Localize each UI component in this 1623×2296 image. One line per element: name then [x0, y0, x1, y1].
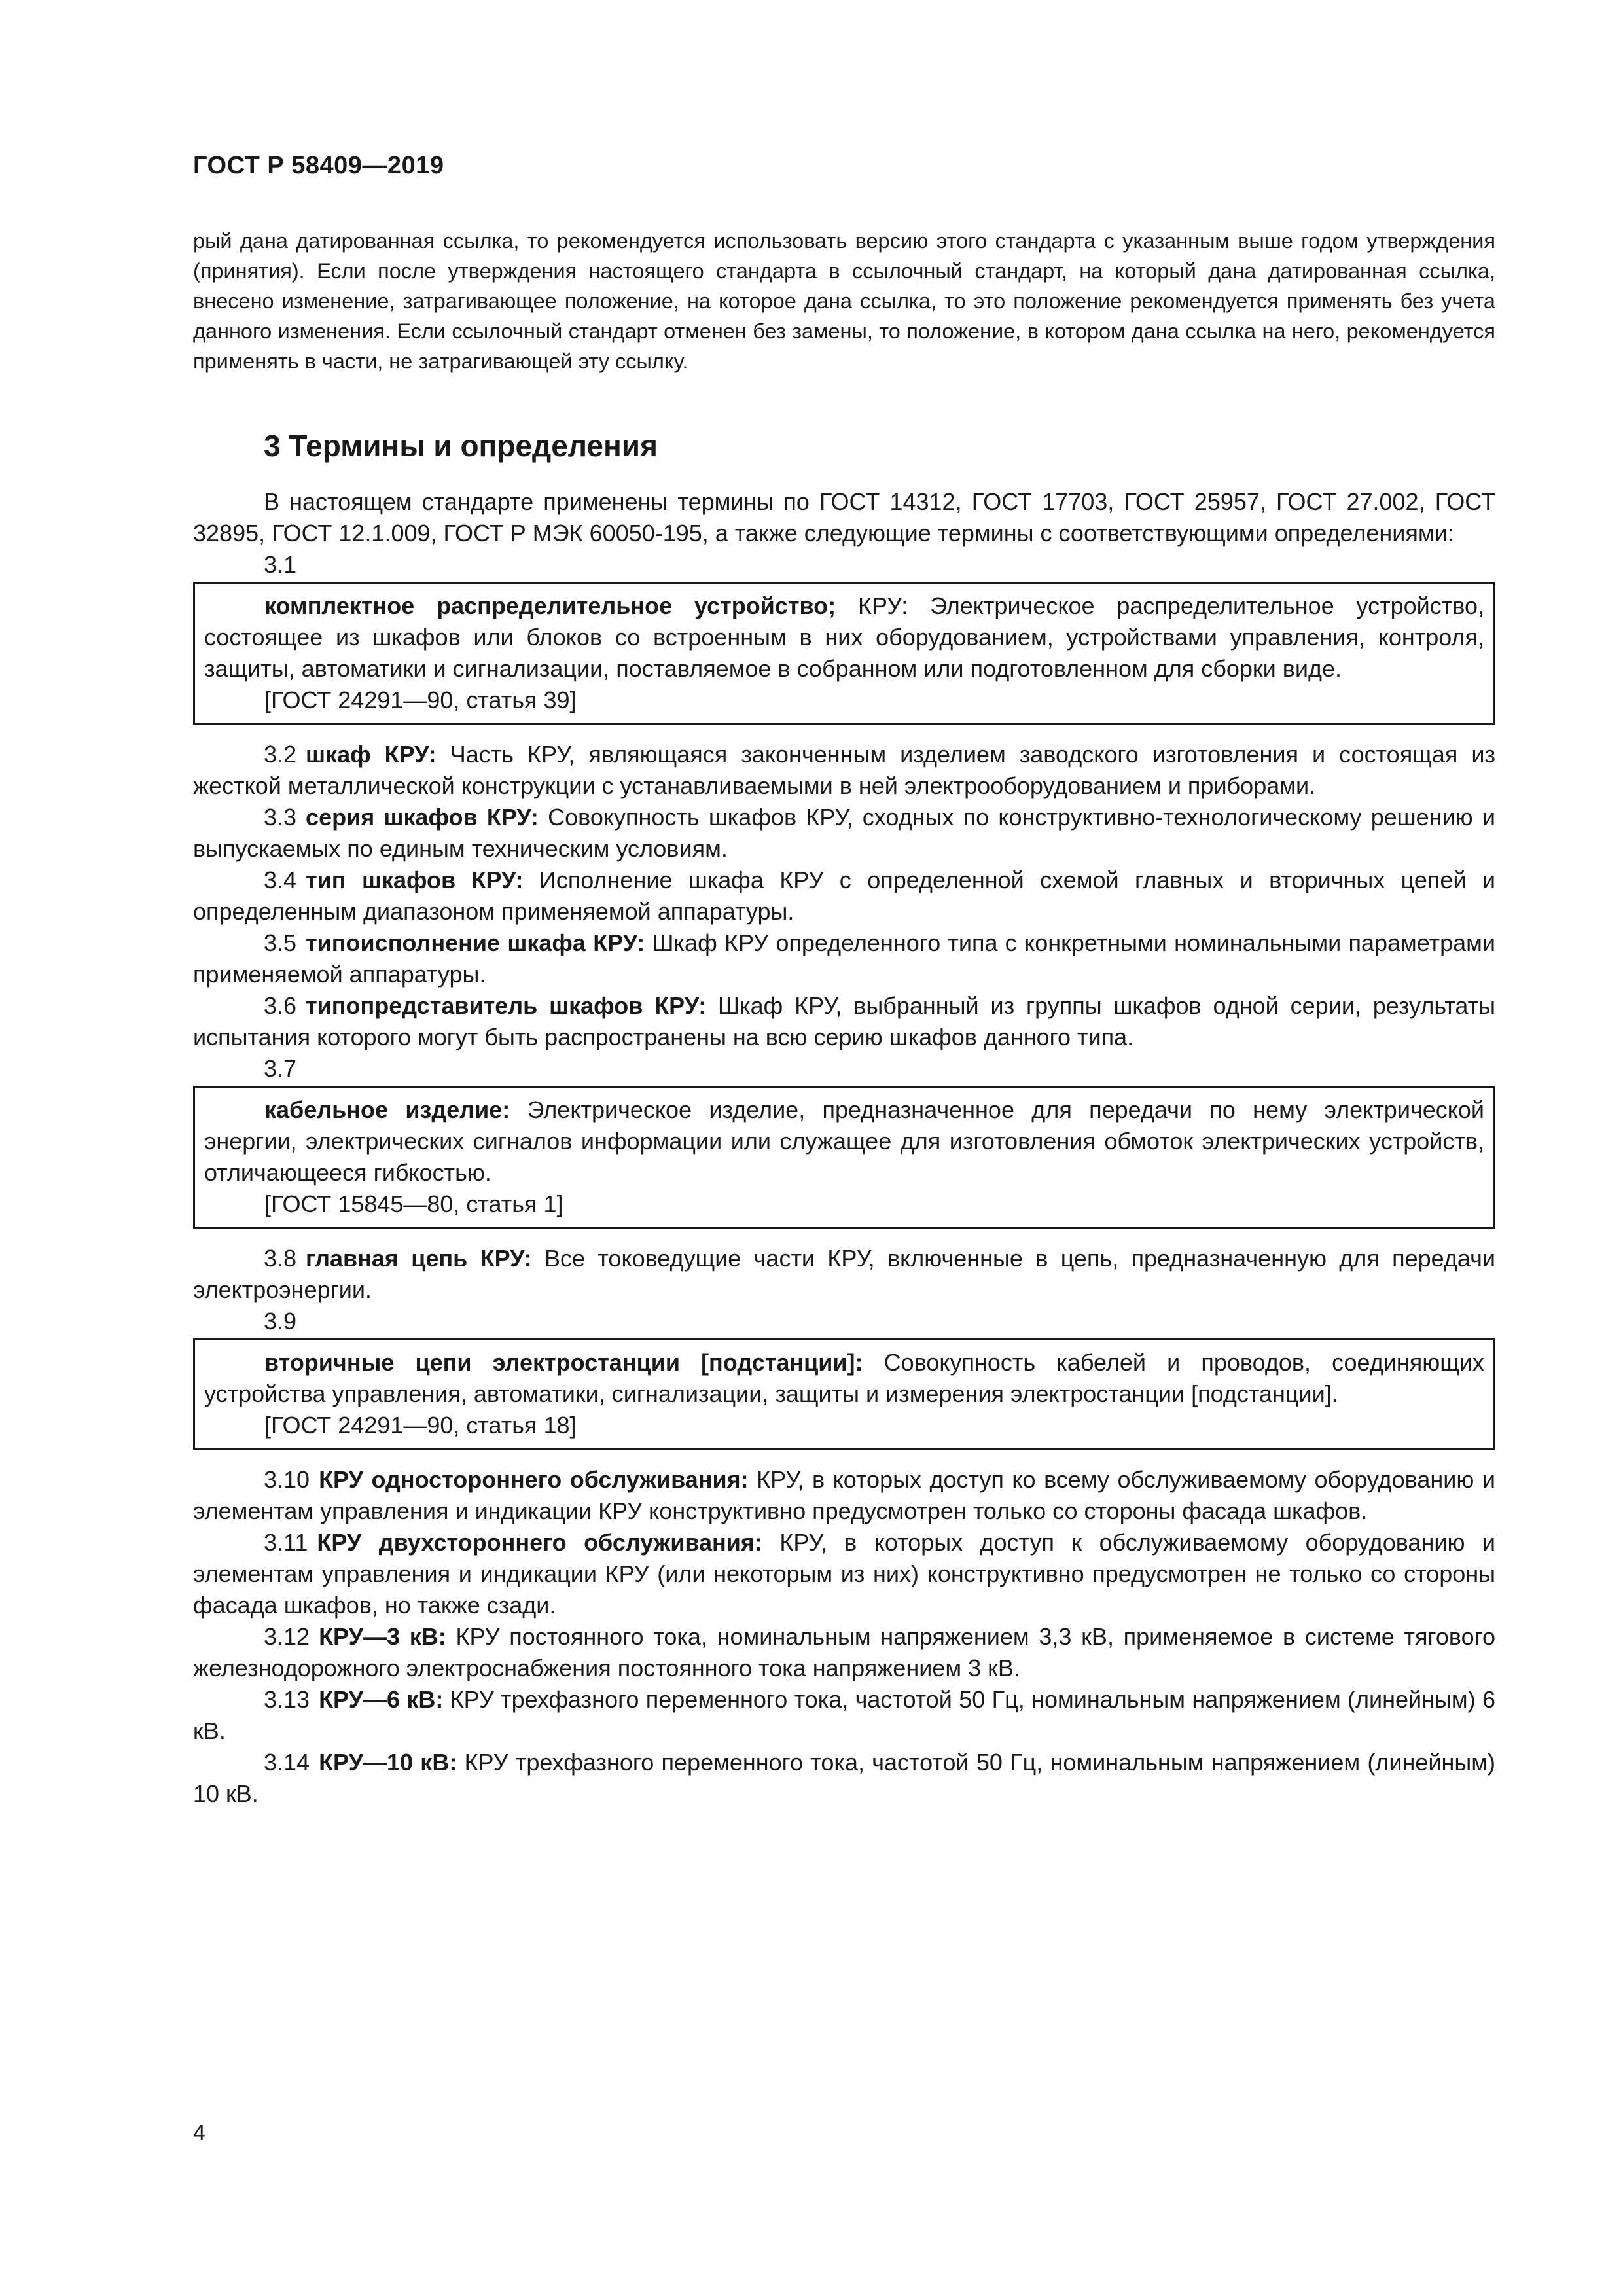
term-text: Часть КРУ, являющаяся законченным изделием заводского изготовления и состоящая из жесткой металлической конструкции с устанавливаемыми в ней электрооборудованием и приборами. — [193, 741, 1496, 799]
term-text: КРУ трехфазного переменного тока, частотой 50 Гц, номинальным напряжением (линейным) 10 кВ. — [193, 1749, 1495, 1807]
term-text: КРУ: Электрическое распределительное устройство, состоящее из шкафов или блоков со встроенным в них оборудованием, устройствами управления, контроля, защиты, автоматики и сигнализации, поставляемое в собранном или подготовленном для сборки виде. — [204, 592, 1484, 682]
term-number: 3.14 — [264, 1749, 310, 1776]
term-name: типоисполнение шкафа КРУ: — [306, 929, 645, 956]
term-text: КРУ постоянного тока, номинальным напряжением 3,3 кВ, применяемое в системе тягового железнодорожного электроснабжения постоянного тока напряжением 3 кВ. — [193, 1623, 1495, 1681]
term-definition-3-1 — [204, 590, 1484, 685]
page-content — [193, 226, 1495, 1810]
term-text: Совокупность шкафов КРУ, сходных по конструктивно-технологическому решению и выпускаемых по единым техническим условиям. — [193, 804, 1495, 862]
term-number: 3.4 — [264, 867, 297, 893]
term-name: КРУ двухстороннего обслуживания: — [317, 1529, 762, 1556]
term-text: КРУ, в которых доступ ко всему обслуживаемому оборудованию и элементам управления и индикации КРУ конструктивно предусмотрен только со стороны фасада шкафов. — [193, 1466, 1495, 1524]
term-definition-3-9 — [204, 1347, 1484, 1410]
term-number-3-1: 3.1 — [264, 551, 297, 578]
section-lead: В настоящем стандарте применены термины по ГОСТ 14312, ГОСТ 17703, ГОСТ 25957, ГОСТ 27.002, ГОСТ 32895, ГОСТ 12.1.009, ГОСТ Р МЭК 60050-195, а также следующие термины с соответствующими определениями: — [193, 488, 1495, 547]
term-name: серия шкафов КРУ: — [306, 804, 539, 831]
term-name: шкаф КРУ: — [306, 741, 437, 768]
term-source-3-7: [ГОСТ 15845—80, статья 1] — [264, 1191, 563, 1217]
term-definition-3-7 — [204, 1094, 1484, 1189]
page-number: 4 — [193, 2121, 205, 2145]
term-text: Все токоведущие части КРУ, включенные в цепь, предназначенную для передачи электроэнергии. — [193, 1245, 1495, 1303]
term-number: 3.6 — [264, 992, 297, 1019]
term-number-3-7: 3.7 — [264, 1055, 297, 1082]
term-box-3-9 — [193, 1338, 1495, 1450]
term-item-3-4 — [193, 865, 1495, 927]
term-name: кабельное изделие: — [264, 1096, 510, 1123]
term-source-3-9: [ГОСТ 24291—90, статья 18] — [264, 1412, 577, 1439]
term-item-3-10 — [193, 1464, 1495, 1527]
term-name: вторичные цепи электростанции [подстанции]: — [264, 1349, 863, 1376]
term-box-3-1 — [193, 582, 1495, 725]
term-number: 3.2 — [264, 741, 297, 768]
term-name: КРУ—10 кВ: — [319, 1749, 457, 1776]
term-number: 3.3 — [264, 804, 297, 831]
term-text: Совокупность кабелей и проводов, соединяющих устройства управления, автоматики, сигнализации, защиты и измерения электростанции [подстанции]. — [204, 1349, 1484, 1407]
term-name: типопредставитель шкафов КРУ: — [306, 992, 707, 1019]
term-item-3-13 — [193, 1684, 1495, 1747]
term-text: Шкаф КРУ определенного типа с конкретными номинальными параметрами применяемой аппаратуры. — [193, 929, 1495, 988]
term-text: Электрическое изделие, предназначенное для передачи по нему электрической энергии, электрических сигналов информации или служащее для изготовления обмоток электрических устройств, отличающееся гибкостью. — [204, 1096, 1484, 1186]
term-text: Шкаф КРУ, выбранный из группы шкафов одной серии, результаты испытания которого могут быть распространены на всю серию шкафов данного типа. — [193, 992, 1495, 1050]
term-item-3-14 — [193, 1747, 1495, 1810]
term-name: комплектное распределительное устройство; — [264, 592, 836, 619]
term-text: КРУ, в которых доступ к обслуживаемому оборудованию и элементам управления и индикации КРУ (или некоторым из них) конструктивно предусмотрен не только со стороны фасада шкафов, но также сзади. — [193, 1529, 1496, 1619]
term-text: Исполнение шкафа КРУ с определенной схемой главных и вторичных цепей и определенным диапазоном применяемой аппаратуры. — [193, 867, 1495, 925]
term-name: тип шкафов КРУ: — [306, 867, 524, 893]
term-item-3-12 — [193, 1621, 1495, 1684]
term-text: КРУ трехфазного переменного тока, частотой 50 Гц, номинальным напряжением (линейным) 6 кВ. — [193, 1686, 1496, 1744]
term-name: КРУ—3 кВ: — [319, 1623, 446, 1650]
term-name: КРУ одностороннего обслуживания: — [319, 1466, 749, 1493]
term-item-3-2 — [193, 739, 1495, 802]
term-number-3-9: 3.9 — [264, 1308, 297, 1335]
term-item-3-11 — [193, 1527, 1495, 1621]
section-title: 3 Термины и определения — [264, 429, 658, 463]
term-number: 3.10 — [264, 1466, 310, 1493]
term-number: 3.5 — [264, 929, 297, 956]
document-header: ГОСТ Р 58409—2019 — [193, 152, 444, 179]
term-name: КРУ—6 кВ: — [319, 1686, 444, 1713]
term-item-3-3 — [193, 802, 1495, 865]
term-item-3-8 — [193, 1243, 1495, 1306]
term-number: 3.8 — [264, 1245, 297, 1272]
term-number: 3.11 — [264, 1529, 308, 1556]
term-number: 3.13 — [264, 1686, 310, 1713]
term-item-3-6 — [193, 990, 1495, 1053]
term-box-3-7 — [193, 1086, 1495, 1229]
term-source-3-1: [ГОСТ 24291—90, статья 39] — [264, 687, 577, 713]
term-item-3-5 — [193, 927, 1495, 990]
term-number: 3.12 — [264, 1623, 310, 1650]
intro-paragraph: рый дана датированная ссылка, то рекомендуется использовать версию этого стандарта с указанным выше годом утверждения (принятия). Если после утверждения настоящего стандарта в ссылочный стандарт, на который дана датированная ссылка, внесено изменение, затрагивающее положение, на которое дана ссылка, то это положение рекомендуется применять без учета данного изменения. Если ссылочный стандарт отменен без замены, то положение, в котором дана ссылка на него, рекомендуется применять в части, не затрагивающей эту ссылку. — [193, 229, 1495, 373]
term-name: главная цепь КРУ: — [306, 1245, 532, 1272]
